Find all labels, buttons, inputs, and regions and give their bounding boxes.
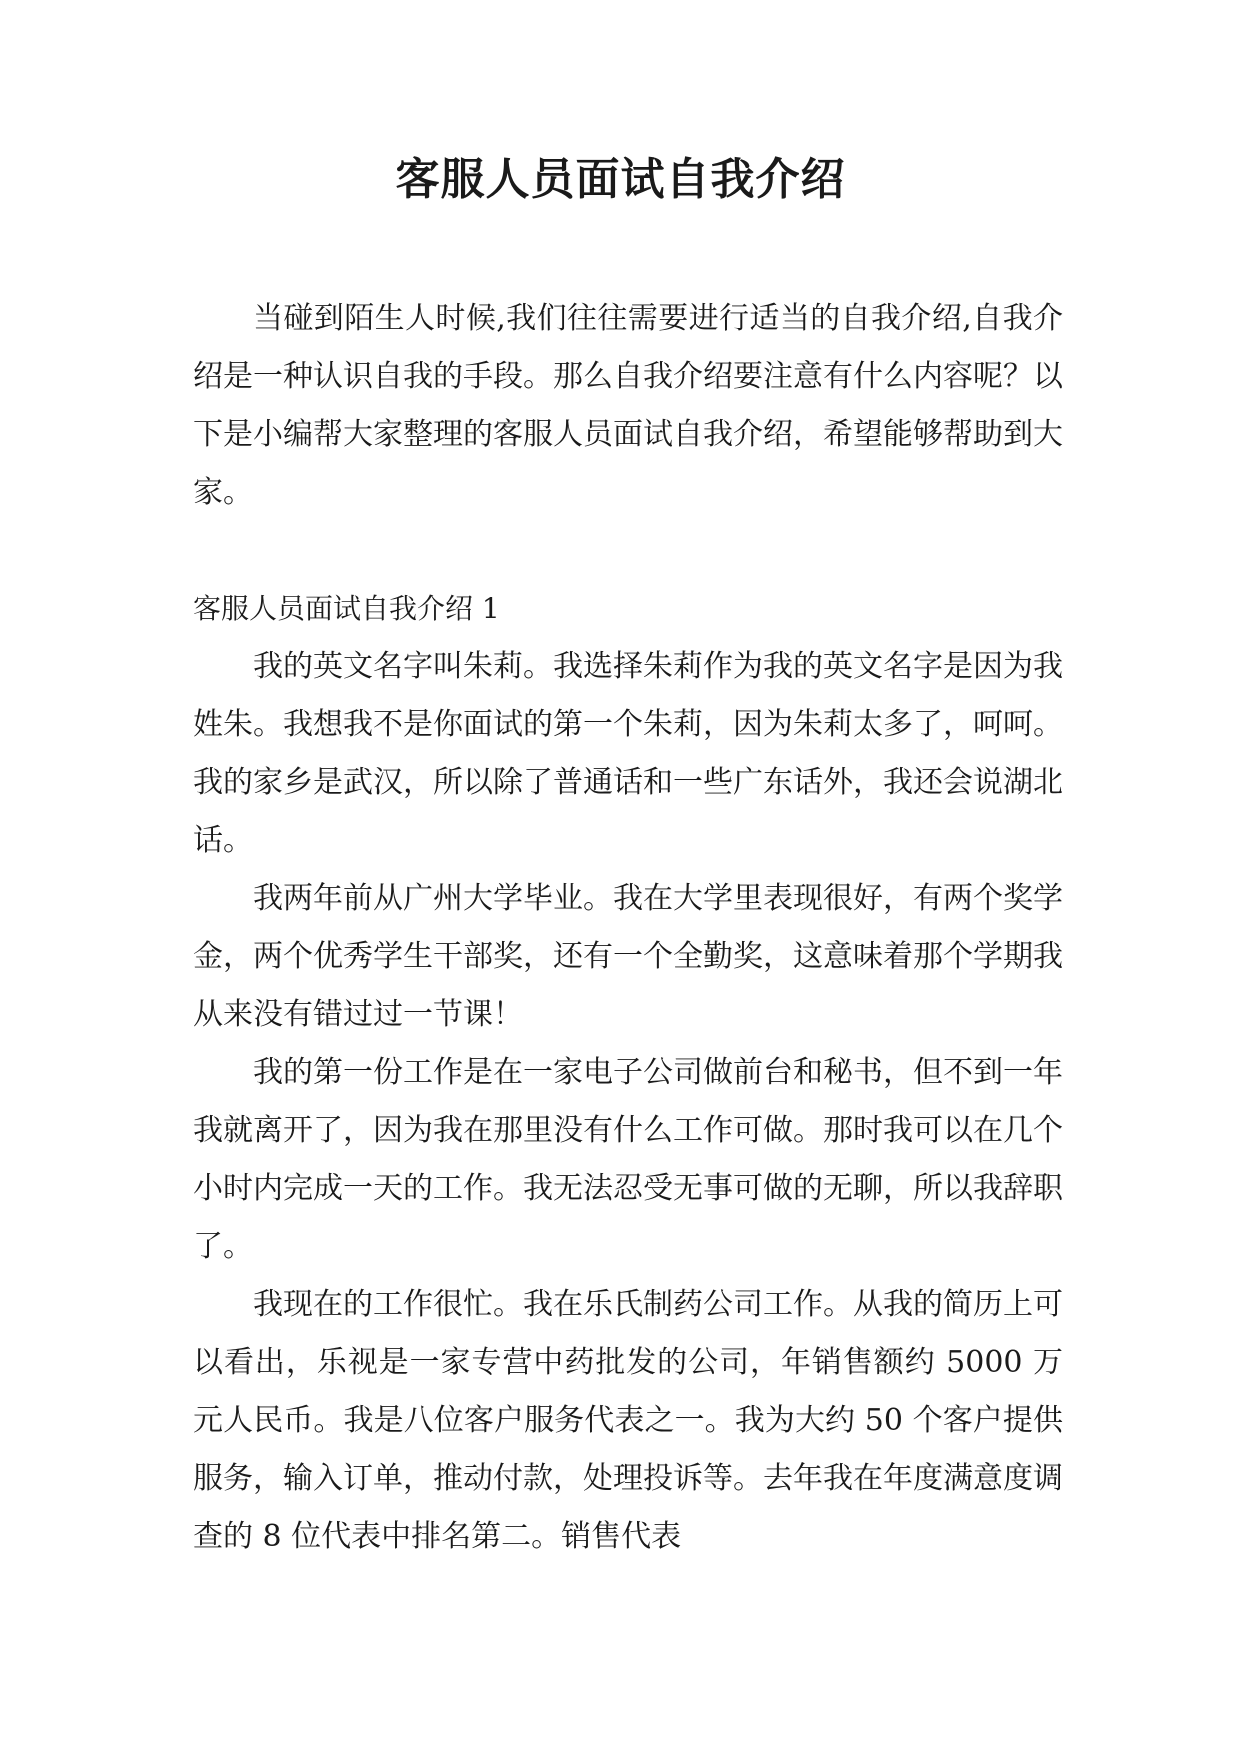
- document-body: [193, 290, 1063, 1566]
- section-1: [193, 580, 1063, 1566]
- intro-paragraph: 当碰到陌生人时候,我们往往需要进行适当的自我介绍,自我介绍是一种认识自我的手段。那么自我介绍要注意有什么内容呢？以下是小编帮大家整理的客服人员面试自我介绍，希望能够帮助到大家。: [193, 301, 1063, 510]
- body-paragraph: 我的第一份工作是在一家电子公司做前台和秘书，但不到一年我就离开了，因为我在那里没有什么工作可做。那时我可以在几个小时内完成一天的工作。我无法忍受无事可做的无聊，所以我辞职了。: [193, 1055, 1063, 1264]
- document-title: 客服人员面试自我介绍: [395, 154, 846, 205]
- section-heading: 客服人员面试自我介绍 1: [193, 592, 500, 625]
- paragraph-gap: [193, 522, 1063, 580]
- body-paragraph: 我两年前从广州大学毕业。我在大学里表现很好，有两个奖学金，两个优秀学生干部奖，还有一个全勤奖，这意味着那个学期我从来没有错过过一节课！: [193, 881, 1063, 1032]
- body-paragraph: 我现在的工作很忙。我在乐氏制药公司工作。从我的简历上可以看出，乐视是一家专营中药批发的公司，年销售额约 5000 万元人民币。我是八位客户服务代表之一。我为大约 50 个客户提供服务，输入订单，推动付款，处理投诉等。去年我在年度满意度调查的 8 位代表中排名第二。销售代表: [193, 1287, 1063, 1554]
- body-paragraph: 我的英文名字叫朱莉。我选择朱莉作为我的英文名字是因为我姓朱。我想我不是你面试的第一个朱莉，因为朱莉太多了，呵呵。我的家乡是武汉，所以除了普通话和一些广东话外，我还会说湖北话。: [193, 649, 1063, 858]
